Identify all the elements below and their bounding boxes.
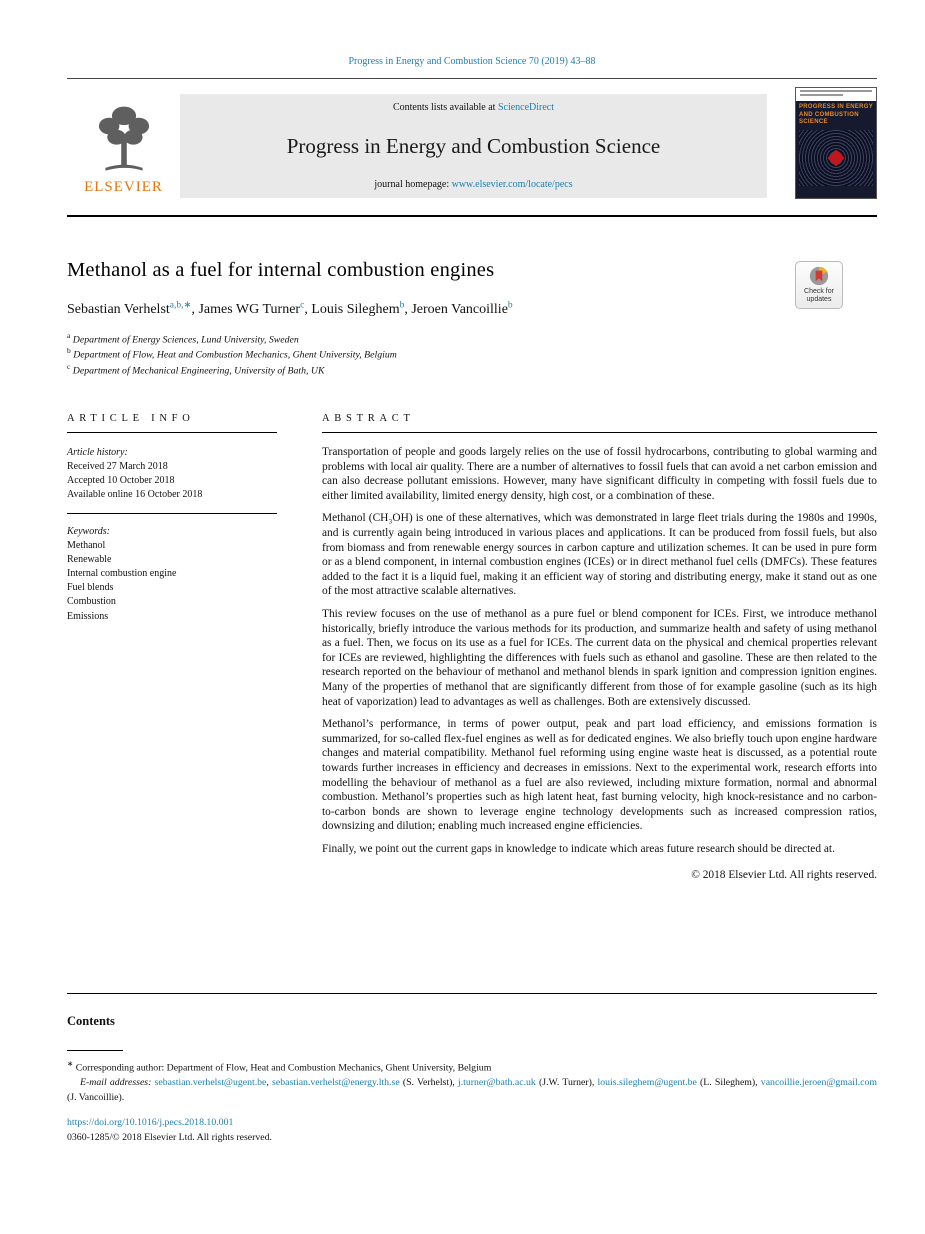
keyword-item: Methanol [67,539,106,551]
cover-moire-pattern [799,130,873,186]
email-suffix: (S. Verhelst), [399,1076,455,1088]
email-link[interactable]: sebastian.verhelst@energy.lth.se [272,1076,400,1088]
affiliation-sup: c [67,361,71,371]
homepage-label: journal homepage: [374,179,450,190]
article-title: Methanol as a fuel for internal combustion engines [67,259,495,281]
contents-heading: Contents [67,1014,115,1028]
journal-citation: Progress in Energy and Combustion Science 70 (2019) 43–88 [348,56,596,67]
corresponding-text: Corresponding author: Department of Flow, Heat and Combustion Mechanics, Ghent University, Belgium [75,1062,492,1074]
contents-lists-text: Contents lists available at [392,102,496,113]
author-separator: , [304,301,312,317]
email-link[interactable]: sebastian.verhelst@ugent.be [154,1076,267,1088]
email-link[interactable]: vancoillie.jeroen@gmail.com [760,1076,878,1088]
copyright-line: © 2018 Elsevier Ltd. All rights reserved. [691,868,877,881]
abstract-paragraph: Finally, we point out the current gaps in knowledge to indicate which areas future research should be directed at. [322,842,835,855]
check-for-updates-badge[interactable] [795,261,843,309]
affiliation-sup: a [67,330,71,340]
contents-divider-rule [67,993,877,994]
rights-line: 0360-1285/© 2018 Elsevier Ltd. All rights reserved. [67,1132,272,1143]
author-line [67,299,877,318]
article-history-label: Article history: [67,447,128,459]
abstract-paragraph: Transportation of people and goods largely relies on the use of fossil hydrocarbons, contributing to global warming and problems with local air quality. There are a number of alternatives to fossil fuels that can avoid a net carbon emission and can also decrease pollutant emissions. However, many have significant difficulty in competing with fossil fuels due to either limited availability, limited energy density, high cost, or a combination of these. [322,446,877,502]
footer-area [67,1117,272,1143]
article-history-block [67,445,277,514]
check-line-1: Check for [804,288,834,295]
email-addresses-note [67,1076,877,1105]
author-name: Louis Sileghem [311,301,400,317]
affiliation-sup: b [67,346,71,356]
check-for-updates-text [798,288,840,305]
keyword-item: Emissions [67,610,109,622]
history-item: Received 27 March 2018 [67,461,168,473]
corresponding-star: ∗ [67,1059,74,1068]
cover-body [796,101,876,198]
journal-homepage-link[interactable]: www.elsevier.com/locate/pecs [451,179,573,190]
author-name: Jeroen Vancoillie [411,301,508,317]
email-suffix: , [266,1076,269,1088]
cover-center-diamond [828,149,845,166]
footnote-rule [67,1050,123,1051]
author-name: James WG Turner [198,301,301,317]
keywords-label: Keywords: [67,525,110,537]
keywords-block [67,524,277,634]
elsevier-tree-icon [86,101,162,179]
email-suffix: (J. Vancoillie). [67,1091,125,1103]
cover-top-strip [796,88,876,101]
affiliation [67,362,877,377]
cover-title: PROGRESS IN ENERGY AND COMBUSTION SCIENCE [799,104,873,125]
keyword-item: Internal combustion engine [67,568,177,580]
author [311,302,411,317]
affiliation [67,331,877,346]
abstract-paragraph: This review focuses on the use of methanol as a pure fuel or blend component for ICEs. First, we introduce methanol historically, briefly introduce the various methods for its production, and summarize health and safety of using methanol as a fuel. Then, we focus on its use as a fuel for ICEs. The current data on the physical and chemical properties relevant for ICEs are reviewed, highlighting the differences with fuels such as ethanol and gasoline. These are then related to the research reported on the behaviour of methanol and methanol blends in spark ignition and compression ignition engines. Many of the properties of methanol that are significantly different from those of for example gasoline (such as its high heat of vaporization) lead to advantages as well as challenges. Both are extensively discussed. [322,608,877,708]
journal-cover-thumbnail[interactable] [795,87,877,199]
history-item: Accepted 10 October 2018 [67,475,175,487]
author-affil-sup: b [507,300,513,310]
keyword-item: Fuel blends [67,582,114,594]
abstract-paragraph: Methanol (CH₃OH) is one of these alternatives, which was demonstrated in large fleet trials during the 1980s and 1990s, and is currently again being introduced in various places and applications. It can be produced from fossil fuels, but also from biomass and from renewable energy sources in carbon capture and utilization schemes. It can be used in pure form or as a blend component, in internal combustion engines (ICEs) or in direct methanol fuel cells (DMFCs). These features added to the fact it is a liquid fuel, making it an efficient way of storing and distributing energy, make it stand out as one of the most attractive scalable alternatives. [322,512,877,598]
keyword-item: Renewable [67,553,112,565]
author [198,302,311,317]
email-link[interactable]: louis.sileghem@ugent.be [597,1076,697,1088]
author-name: Sebastian Verhelst [67,301,170,317]
article-info-heading: ARTICLE INFO [67,413,277,433]
elsevier-wordmark: ELSEVIER [84,179,163,195]
affiliations [67,331,877,377]
journal-header [67,94,877,198]
author-affil-sup: a,b,∗ [169,300,192,310]
abstract-column [322,413,877,880]
email-link[interactable]: j.turner@bath.ac.uk [457,1076,536,1088]
keyword-item: Combustion [67,596,116,608]
sciencedirect-link[interactable]: ScienceDirect [497,102,555,113]
email-suffix: (J.W. Turner), [535,1076,595,1088]
author-affil-sup: b [399,300,405,310]
cover-strip-bar [800,94,843,96]
cover-strip-bar [800,90,872,92]
author-affil-sup: c [300,300,305,310]
author-separator: , [191,301,199,317]
homepage-line [186,179,761,190]
journal-title: Progress in Energy and Combustion Science [286,133,661,158]
affiliation-text: Department of Energy Sciences, Lund University, Sweden [72,333,299,345]
author [411,302,512,317]
doi-link[interactable]: https://doi.org/10.1016/j.pecs.2018.10.001 [67,1117,234,1128]
footnote-area [67,1050,877,1105]
citation-rule [67,78,877,79]
author [67,302,198,317]
corresponding-author-note [67,1058,877,1076]
crossmark-icon [809,266,829,286]
email-label: E-mail addresses: [80,1076,152,1088]
affiliation-text: Department of Mechanical Engineering, University of Bath, UK [72,364,325,376]
article-info-column [67,413,277,880]
header-rule [67,215,877,217]
check-line-2: updates [806,296,832,304]
abstract-paragraph: Methanol’s performance, in terms of power output, peak and part load efficiency, and emissions formation is summarized, for so-called flex-fuel engines as well as for dedicated engines. We also briefly touch upon engine hardware changes and material compatibility. Methanol fuel reforming using engine waste heat is discussed, as a potential route towards further increases in efficiency and decreases in emissions. Next to the experimental work, research efforts into modelling the behaviour of methanol as a fuel are also reviewed, including mixture formation, normal and abnormal combustion. Methanol’s properties such as high latent heat, fast burning velocity, high knock-resistance and no carbon-to-carbon bonds are shown to leverage engine technology developments such as increased compression ratios, downsizing and dilution; enabling much increased engine efficiencies. [322,718,877,833]
affiliation-text: Department of Flow, Heat and Combustion Mechanics, Ghent University, Belgium [73,349,397,361]
journal-banner [180,94,767,198]
history-item: Available online 16 October 2018 [67,489,203,501]
elsevier-logo [67,94,180,198]
affiliation [67,346,877,361]
title-block [67,259,877,377]
abstract-heading: ABSTRACT [322,413,877,433]
email-suffix: (L. Sileghem), [696,1076,758,1088]
author-separator: , [404,301,412,317]
contents-lists-line [186,102,761,113]
info-abstract-section [67,413,877,880]
